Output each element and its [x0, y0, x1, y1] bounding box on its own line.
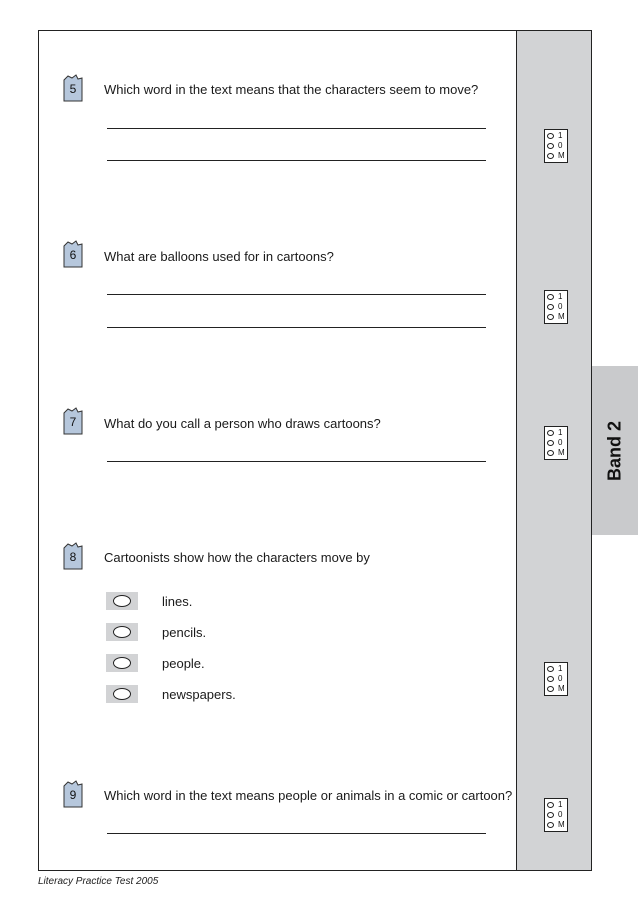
answer-line[interactable]: [107, 160, 486, 161]
answer-line[interactable]: [107, 461, 486, 462]
score-box[interactable]: 1 0 M: [544, 129, 568, 163]
score-1-circle[interactable]: [547, 430, 554, 436]
score-m-circle[interactable]: [547, 686, 554, 692]
score-0-circle[interactable]: [547, 676, 554, 682]
score-m-circle[interactable]: [547, 153, 554, 159]
score-0-circle[interactable]: [547, 304, 554, 310]
score-0-circle[interactable]: [547, 812, 554, 818]
score-box[interactable]: 1 0 M: [544, 290, 568, 324]
question-number-badge: 6: [62, 240, 84, 266]
score-m-circle[interactable]: [547, 314, 554, 320]
option-label: pencils.: [162, 625, 207, 640]
band-tab: [592, 366, 638, 535]
score-0-circle[interactable]: [547, 440, 554, 446]
score-1-circle[interactable]: [547, 133, 554, 139]
score-0-circle[interactable]: [547, 143, 554, 149]
answer-line[interactable]: [107, 327, 486, 328]
question-number-badge: 5: [62, 74, 84, 100]
option-label: people.: [162, 656, 205, 671]
answer-line[interactable]: [107, 294, 486, 295]
footer-text: Literacy Practice Test 2005: [38, 876, 159, 887]
score-1-circle[interactable]: [547, 294, 554, 300]
band-label: Band 2: [604, 420, 625, 481]
answer-line[interactable]: [107, 833, 486, 834]
question-7-text: What do you call a person who draws cartoons?: [104, 416, 381, 431]
question-5-text: Which word in the text means that the characters seem to move?: [104, 82, 479, 97]
answer-line[interactable]: [107, 128, 486, 129]
score-box[interactable]: 1 0 M: [544, 426, 568, 460]
question-8-text: Cartoonists show how the characters move by: [104, 550, 370, 565]
option-label: newspapers.: [162, 687, 236, 702]
option-bubble-lines[interactable]: [106, 592, 138, 610]
score-m-circle[interactable]: [547, 450, 554, 456]
question-9-text: Which word in the text means people or animals in a comic or cartoon?: [104, 788, 513, 803]
score-1-circle[interactable]: [547, 802, 554, 808]
option-bubble-people[interactable]: [106, 654, 138, 672]
score-box[interactable]: 1 0 M: [544, 662, 568, 696]
score-m-circle[interactable]: [547, 822, 554, 828]
score-box[interactable]: 1 0 M: [544, 798, 568, 832]
question-number-badge: 7: [62, 407, 84, 433]
option-bubble-newspapers[interactable]: [106, 685, 138, 703]
page-frame: [38, 30, 592, 871]
score-1-circle[interactable]: [547, 666, 554, 672]
option-label: lines.: [162, 594, 193, 609]
option-bubble-pencils[interactable]: [106, 623, 138, 641]
question-number-badge: 8: [62, 542, 84, 568]
question-number-badge: 9: [62, 780, 84, 806]
question-6-text: What are balloons used for in cartoons?: [104, 249, 334, 264]
